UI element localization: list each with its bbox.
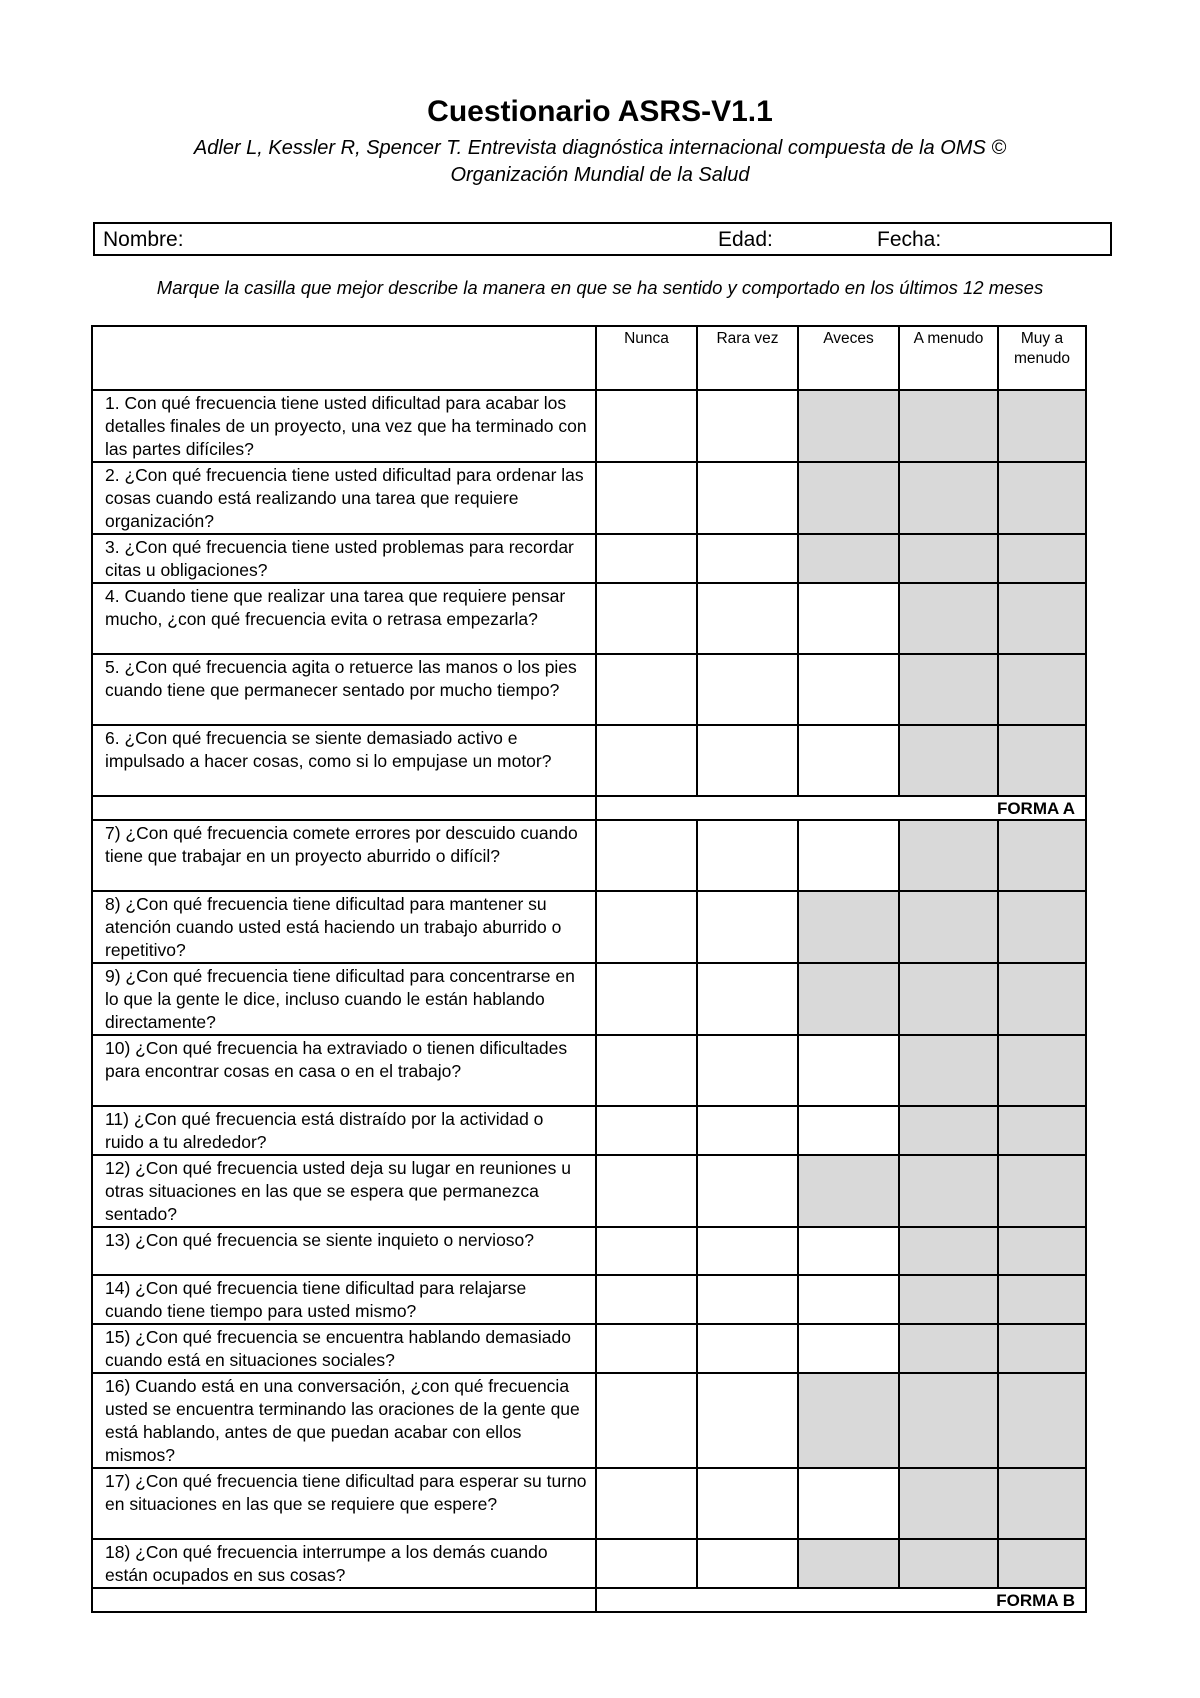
- answer-box-aveces[interactable]: [798, 820, 899, 891]
- answer-box-nunca[interactable]: [596, 963, 697, 1035]
- answer-box-a-menudo[interactable]: [899, 1373, 998, 1468]
- answer-box-muy-a-menudo[interactable]: [998, 963, 1086, 1035]
- answer-box-muy-a-menudo[interactable]: [998, 820, 1086, 891]
- answer-box-muy-a-menudo[interactable]: [998, 1373, 1086, 1468]
- question-text: 15) ¿Con qué frecuencia se encuentra hablando demasiado cuando está en situaciones sociales?: [92, 1324, 596, 1373]
- answer-box-a-menudo[interactable]: [899, 963, 998, 1035]
- answer-box-rara-vez[interactable]: [697, 1035, 798, 1106]
- answer-box-a-menudo[interactable]: [899, 725, 998, 796]
- answer-box-aveces[interactable]: [798, 725, 899, 796]
- answer-box-nunca[interactable]: [596, 1227, 697, 1275]
- answer-box-rara-vez[interactable]: [697, 1373, 798, 1468]
- answer-box-rara-vez[interactable]: [697, 1275, 798, 1324]
- question-text: 14) ¿Con qué frecuencia tiene dificultad para relajarse cuando tiene tiempo para usted mismo?: [92, 1275, 596, 1324]
- question-row: [92, 654, 1086, 725]
- question-text: 5. ¿Con qué frecuencia agita o retuerce las manos o los pies cuando tiene que permanecer sentado por mucho tiempo?: [92, 654, 596, 725]
- answer-box-a-menudo[interactable]: [899, 1468, 998, 1539]
- answer-box-nunca[interactable]: [596, 1035, 697, 1106]
- question-row: [92, 462, 1086, 534]
- answer-box-muy-a-menudo[interactable]: [998, 1324, 1086, 1373]
- question-text: 16) Cuando está en una conversación, ¿con qué frecuencia usted se encuentra terminando las oraciones de la gente que está hablando, antes de que puedan acabar con ellos mismos?: [92, 1373, 596, 1468]
- answer-box-nunca[interactable]: [596, 1155, 697, 1227]
- answer-box-rara-vez[interactable]: [697, 1324, 798, 1373]
- questionnaire-table: [91, 325, 1087, 1613]
- question-text: 11) ¿Con qué frecuencia está distraído por la actividad o ruido a tu alrededor?: [92, 1106, 596, 1155]
- answer-box-rara-vez[interactable]: [697, 390, 798, 462]
- question-text: 3. ¿Con qué frecuencia tiene usted problemas para recordar citas u obligaciones?: [92, 534, 596, 583]
- answer-box-rara-vez[interactable]: [697, 462, 798, 534]
- answer-box-muy-a-menudo[interactable]: [998, 534, 1086, 583]
- answer-box-nunca[interactable]: [596, 1373, 697, 1468]
- forma-row: [92, 796, 1086, 820]
- answer-box-nunca[interactable]: [596, 1324, 697, 1373]
- question-text: 13) ¿Con qué frecuencia se siente inquieto o nervioso?: [92, 1227, 596, 1275]
- answer-box-aveces[interactable]: [798, 1324, 899, 1373]
- answer-box-aveces[interactable]: [798, 583, 899, 654]
- forma-label: FORMA B: [596, 1588, 1086, 1612]
- question-text: 18) ¿Con qué frecuencia interrumpe a los demás cuando están ocupados en sus cosas?: [92, 1539, 596, 1588]
- answer-box-nunca[interactable]: [596, 462, 697, 534]
- question-row: [92, 1155, 1086, 1227]
- answer-box-nunca[interactable]: [596, 534, 697, 583]
- question-row: [92, 1468, 1086, 1539]
- answer-box-nunca[interactable]: [596, 1275, 697, 1324]
- question-row: [92, 534, 1086, 583]
- column-header-aveces: Aveces: [798, 326, 899, 390]
- answer-box-muy-a-menudo[interactable]: [998, 1468, 1086, 1539]
- name-label: Nombre:: [103, 228, 184, 251]
- question-row: [92, 1373, 1086, 1468]
- answer-box-aveces[interactable]: [798, 1373, 899, 1468]
- answer-box-nunca[interactable]: [596, 1539, 697, 1588]
- forma-empty-cell: [92, 1588, 596, 1612]
- answer-box-aveces[interactable]: [798, 534, 899, 583]
- answer-box-a-menudo[interactable]: [899, 1106, 998, 1155]
- question-text: 6. ¿Con qué frecuencia se siente demasiado activo e impulsado a hacer cosas, como si lo empujase un motor?: [92, 725, 596, 796]
- question-row: [92, 820, 1086, 891]
- question-text: 9) ¿Con qué frecuencia tiene dificultad para concentrarse en lo que la gente le dice, incluso cuando le están hablando directamente?: [92, 963, 596, 1035]
- answer-box-rara-vez[interactable]: [697, 725, 798, 796]
- question-text: 1. Con qué frecuencia tiene usted dificultad para acabar los detalles finales de un proyecto, una vez que ha terminado con las partes difíciles?: [92, 390, 596, 462]
- answer-box-rara-vez[interactable]: [697, 583, 798, 654]
- answer-box-nunca[interactable]: [596, 390, 697, 462]
- subtitle: [0, 135, 1200, 189]
- respondent-info-box: [93, 222, 1112, 256]
- answer-box-aveces[interactable]: [798, 1468, 899, 1539]
- column-header-nunca: Nunca: [596, 326, 697, 390]
- answer-box-aveces[interactable]: [798, 654, 899, 725]
- answer-box-muy-a-menudo[interactable]: [998, 390, 1086, 462]
- answer-box-a-menudo[interactable]: [899, 654, 998, 725]
- answer-box-aveces[interactable]: [798, 462, 899, 534]
- answer-box-a-menudo[interactable]: [899, 1155, 998, 1227]
- question-row: [92, 583, 1086, 654]
- answer-box-aveces[interactable]: [798, 390, 899, 462]
- question-row: [92, 1275, 1086, 1324]
- answer-box-aveces[interactable]: [798, 1275, 899, 1324]
- question-text: 17) ¿Con qué frecuencia tiene dificultad para esperar su turno en situaciones en las que se requiere que espere?: [92, 1468, 596, 1539]
- subtitle-line-2: Organización Mundial de la Salud: [450, 164, 750, 186]
- question-row: [92, 891, 1086, 963]
- forma-empty-cell: [92, 796, 596, 820]
- answer-box-rara-vez[interactable]: [697, 1468, 798, 1539]
- table-header-row: [92, 326, 1086, 390]
- answer-box-a-menudo[interactable]: [899, 1227, 998, 1275]
- question-row: [92, 963, 1086, 1035]
- answer-box-rara-vez[interactable]: [697, 1227, 798, 1275]
- answer-box-a-menudo[interactable]: [899, 1035, 998, 1106]
- question-row: [92, 1539, 1086, 1588]
- answer-box-rara-vez[interactable]: [697, 1106, 798, 1155]
- answer-box-rara-vez[interactable]: [697, 654, 798, 725]
- question-row: [92, 390, 1086, 462]
- forma-label: FORMA A: [596, 796, 1086, 820]
- question-text: 10) ¿Con qué frecuencia ha extraviado o tienen dificultades para encontrar cosas en casa o en el trabajo?: [92, 1035, 596, 1106]
- page-title: Cuestionario ASRS-V1.1: [427, 95, 773, 128]
- answer-box-aveces[interactable]: [798, 1106, 899, 1155]
- question-header-cell: [92, 326, 596, 390]
- question-row: [92, 1227, 1086, 1275]
- question-row: [92, 1106, 1086, 1155]
- answer-box-rara-vez[interactable]: [697, 1155, 798, 1227]
- answer-box-aveces[interactable]: [798, 963, 899, 1035]
- answer-box-nunca[interactable]: [596, 891, 697, 963]
- instruction-text: Marque la casilla que mejor describe la manera en que se ha sentido y comportado en los últimos 12 meses: [156, 277, 1044, 298]
- question-text: 12) ¿Con qué frecuencia usted deja su lugar en reuniones u otras situaciones en las que se espera que permanezca sentado?: [92, 1155, 596, 1227]
- answer-box-muy-a-menudo[interactable]: [998, 654, 1086, 725]
- answer-box-rara-vez[interactable]: [697, 820, 798, 891]
- answer-box-muy-a-menudo[interactable]: [998, 725, 1086, 796]
- question-row: [92, 1324, 1086, 1373]
- answer-box-rara-vez[interactable]: [697, 891, 798, 963]
- answer-box-muy-a-menudo[interactable]: [998, 1275, 1086, 1324]
- answer-box-a-menudo[interactable]: [899, 891, 998, 963]
- question-text: 2. ¿Con qué frecuencia tiene usted dificultad para ordenar las cosas cuando está realizando una tarea que requiere organización?: [92, 462, 596, 534]
- answer-box-a-menudo[interactable]: [899, 1539, 998, 1588]
- answer-box-aveces[interactable]: [798, 891, 899, 963]
- answer-box-nunca[interactable]: [596, 725, 697, 796]
- answer-box-a-menudo[interactable]: [899, 1275, 998, 1324]
- forma-row: [92, 1588, 1086, 1612]
- answer-box-a-menudo[interactable]: [899, 820, 998, 891]
- answer-box-rara-vez[interactable]: [697, 1539, 798, 1588]
- answer-box-rara-vez[interactable]: [697, 963, 798, 1035]
- answer-box-aveces[interactable]: [798, 1155, 899, 1227]
- answer-box-muy-a-menudo[interactable]: [998, 462, 1086, 534]
- column-header-a-menudo: A menudo: [899, 326, 998, 390]
- answer-box-muy-a-menudo[interactable]: [998, 1227, 1086, 1275]
- question-row: [92, 1035, 1086, 1106]
- answer-box-nunca[interactable]: [596, 1106, 697, 1155]
- answer-box-a-menudo[interactable]: [899, 534, 998, 583]
- subtitle-line-1: Adler L, Kessler R, Spencer T. Entrevista diagnóstica internacional compuesta de la OMS ©: [193, 137, 1007, 159]
- answer-box-a-menudo[interactable]: [899, 462, 998, 534]
- answer-box-a-menudo[interactable]: [899, 390, 998, 462]
- age-label: Edad:: [718, 228, 773, 251]
- column-header-rara-vez: Rara vez: [697, 326, 798, 390]
- question-text: 7) ¿Con qué frecuencia comete errores por descuido cuando tiene que trabajar en un proyecto aburrido o difícil?: [92, 820, 596, 891]
- answer-box-aveces[interactable]: [798, 1539, 899, 1588]
- answer-box-aveces[interactable]: [798, 1035, 899, 1106]
- question-text: 4. Cuando tiene que realizar una tarea que requiere pensar mucho, ¿con qué frecuencia evita o retrasa empezarla?: [92, 583, 596, 654]
- answer-box-muy-a-menudo[interactable]: [998, 1539, 1086, 1588]
- answer-box-a-menudo[interactable]: [899, 583, 998, 654]
- question-row: [92, 725, 1086, 796]
- answer-box-muy-a-menudo[interactable]: [998, 583, 1086, 654]
- answer-box-nunca[interactable]: [596, 1468, 697, 1539]
- answer-box-nunca[interactable]: [596, 583, 697, 654]
- answer-box-muy-a-menudo[interactable]: [998, 1106, 1086, 1155]
- date-label: Fecha:: [877, 228, 942, 251]
- answer-box-a-menudo[interactable]: [899, 1324, 998, 1373]
- answer-box-muy-a-menudo[interactable]: [998, 891, 1086, 963]
- column-header-muy-a-menudo: Muy a menudo: [998, 326, 1086, 390]
- answer-box-muy-a-menudo[interactable]: [998, 1035, 1086, 1106]
- answer-box-aveces[interactable]: [798, 1227, 899, 1275]
- answer-box-rara-vez[interactable]: [697, 534, 798, 583]
- answer-box-nunca[interactable]: [596, 820, 697, 891]
- answer-box-nunca[interactable]: [596, 654, 697, 725]
- question-text: 8) ¿Con qué frecuencia tiene dificultad para mantener su atención cuando usted está haciendo un trabajo aburrido o repetitivo?: [92, 891, 596, 963]
- answer-box-muy-a-menudo[interactable]: [998, 1155, 1086, 1227]
